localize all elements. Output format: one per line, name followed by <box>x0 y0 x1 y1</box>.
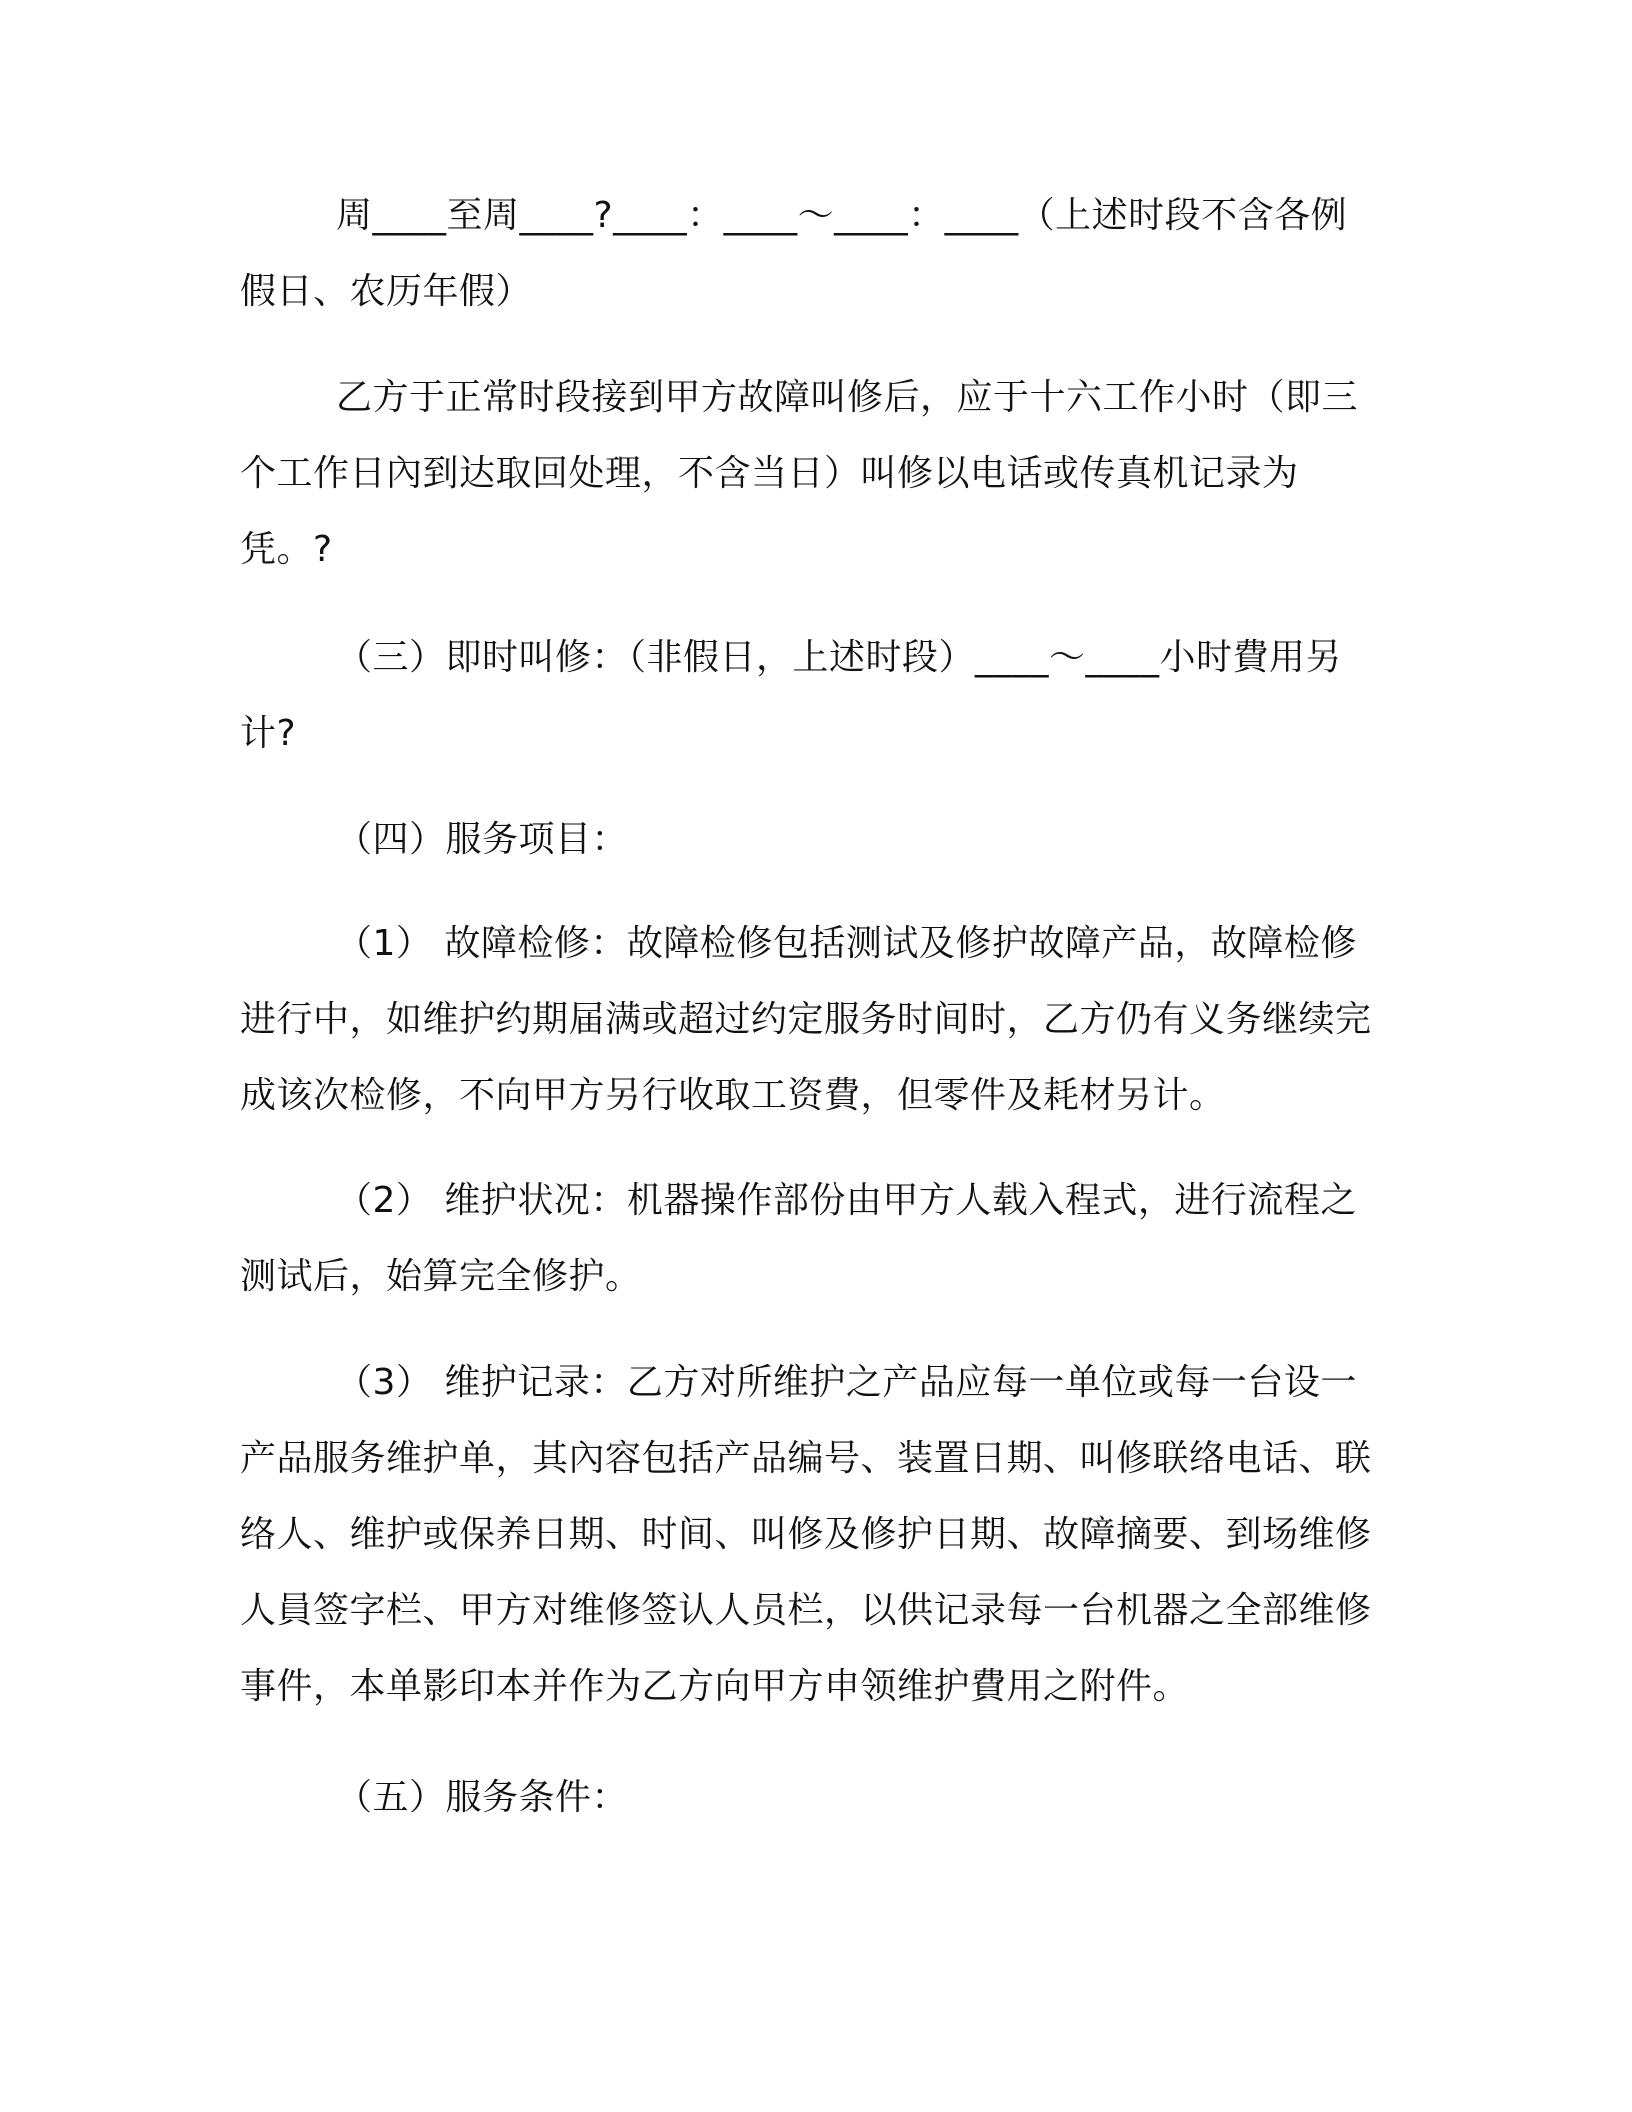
item-1-fault-repair: （1） 故障检修：故障检修包括测试及修护故障产品，故障检修进行中，如维护约期届满或超过约定服务时间时，乙方仍有义务继续完成该次检修，不向甲方另行收取工资費，但零件及耗材另计。 <box>240 923 1372 1116</box>
item-2-maintenance-status: （2） 维护状况：机器操作部份由甲方人载入程式，进行流程之测试后，始算完全修护。 <box>240 1180 1357 1297</box>
section-3-instant-repair: （三）即时叫修：（非假日，上述时段）____～____小时費用另计? <box>240 637 1343 754</box>
section-5-heading: （五）服务条件： <box>336 1777 629 1818</box>
repair-response-paragraph: 乙方于正常时段接到甲方故障叫修后，应于十六工作小时（即三个工作日內到达取回处理，不含当日）叫修以电话或传真机记录为凭。? <box>240 377 1359 570</box>
service-hours-paragraph: 周____至周____?____：____～____：____（上述时段不含各例假日、农历年假） <box>240 195 1348 312</box>
section-4-heading: （四）服务项目： <box>336 819 629 860</box>
item-3-maintenance-record: （3） 维护记录：乙方对所维护之产品应每一单位或每一台设一产品服务维护单，其內容包括产品编号、装置日期、叫修联络电话、联络人、维护或保养日期、时间、叫修及修护日期、故障摘要、到场维修人員签字栏、甲方对维修签认人员栏，以供记录每一台机器之全部维修事件，本单影印本并作为乙方向甲方申领维护費用之附件。 <box>240 1362 1372 1707</box>
